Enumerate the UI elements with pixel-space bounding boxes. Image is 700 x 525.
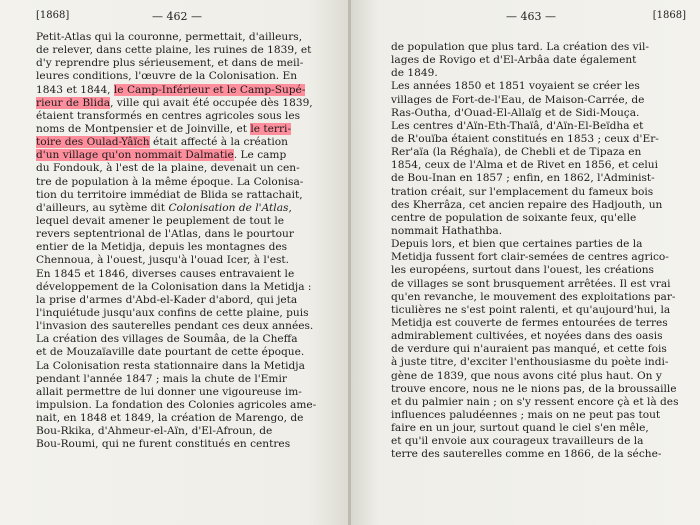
text-line <box>36 57 336 70</box>
text-segment: de verdure qui n'auraient pas manqué, et cette fois <box>391 343 667 356</box>
text-segment: Rer'aïa (la Réghaïa), de Chebli et de Tipaza en <box>391 146 642 159</box>
text-segment: de population que plus tard. La création des vil- <box>391 41 650 53</box>
text-line <box>391 120 687 133</box>
highlighted-text: le Camp-Inférieur et le Camp-Supé- <box>113 83 306 96</box>
text-line <box>391 448 687 461</box>
text-line <box>391 67 687 80</box>
text-line <box>36 412 336 425</box>
text-line <box>391 133 687 146</box>
text-line <box>391 107 687 120</box>
text-line <box>36 307 336 320</box>
text-line <box>36 215 336 228</box>
text-segment: Colonisation de l'Atlas <box>168 201 289 214</box>
text-segment: Metidja fussent fort clair-semées de centres agrico- <box>391 251 669 264</box>
text-line <box>36 346 336 359</box>
left-page-text <box>36 31 336 452</box>
text-segment: était affecté à la création <box>149 136 288 149</box>
text-segment: gène de 1839, que nous avons cité plus haut. On y <box>391 369 662 382</box>
text-line <box>36 176 336 189</box>
text-segment: de Bou-Inan en 1857 ; enfin, en 1862, l'Administ- <box>391 172 655 185</box>
text-segment: les européens, surtout dans l'ouest, les créations <box>391 264 654 277</box>
text-segment: En 1845 et 1846, diverses causes entravaient le <box>36 267 295 280</box>
text-line <box>391 212 687 225</box>
text-line <box>391 396 687 409</box>
text-segment: du Fondouk, à l'est de la plaine, devenait un cen- <box>36 162 300 175</box>
text-segment: de relever, dans cette plaine, les ruines de 1839, et <box>36 44 312 57</box>
text-segment: La Colonisation resta stationnaire dans la Metidja <box>36 359 305 372</box>
text-segment: centre de population de soixante feux, qu'elle <box>391 211 637 224</box>
text-line <box>391 146 687 159</box>
text-segment: l'invasion des sauterelles pendant ces deux années. <box>36 320 314 333</box>
text-segment: Depuis lors, et bien que certaines parties de la <box>391 238 643 251</box>
text-segment: d'ailleurs, au sytème dit <box>36 201 169 214</box>
text-segment: tion du territoire immédiat de Blida se rattachait, <box>36 188 303 201</box>
text-segment: d'y reprendre plus sérieusement, et dans de meil- <box>36 57 304 70</box>
text-line <box>36 70 336 83</box>
text-segment: allait permettre de lui donner une vigoureuse im- <box>36 385 302 398</box>
text-segment: villages de Fort-de-l'Eau, de Maison-Carrée, de <box>391 93 645 106</box>
text-line <box>391 370 687 383</box>
text-segment: tration créait, sur l'emplacement du fameux bois <box>391 185 654 198</box>
text-line <box>36 189 336 202</box>
text-line <box>391 304 687 317</box>
text-line <box>36 31 336 44</box>
text-segment: , <box>288 201 292 214</box>
text-line <box>391 291 687 304</box>
text-line <box>36 333 336 346</box>
text-line <box>36 136 336 149</box>
text-line <box>391 186 687 199</box>
text-line <box>36 241 336 254</box>
text-line <box>391 225 687 238</box>
text-segment: impulsion. La fondation des Colonies agricoles ame- <box>36 398 317 411</box>
right-page-number: — 463 — <box>506 10 556 23</box>
highlighted-text: d'un village qu'on nommait Dalmatie <box>36 149 234 162</box>
text-line <box>36 386 336 399</box>
text-segment: Ras-Outha, d'Ouad-El-Allaïg et de Sidi-Mouça. <box>391 106 640 119</box>
right-year-header: [1868] <box>652 10 686 21</box>
text-segment: Les centres d'Aïn-Eth-Thaïâ, d'Aïn-El-Beïdha et <box>391 119 644 132</box>
text-segment: des Kherrâza, cet ancien repaire des Hadjouth, un <box>391 198 663 211</box>
highlighted-text: le terri- <box>250 122 292 135</box>
text-line <box>36 202 336 215</box>
text-line <box>36 320 336 333</box>
text-line <box>391 54 687 67</box>
text-line <box>391 264 687 277</box>
text-line <box>36 162 336 175</box>
text-segment: Chennoua, à l'ouest, jusqu'à l'ouad Icer, à l'est. <box>36 254 290 267</box>
text-line <box>391 172 687 185</box>
text-line <box>391 330 687 343</box>
text-segment: , ville qui avait été occupée dès 1839, <box>110 96 313 109</box>
text-segment: nommait Hathathba. <box>391 224 503 237</box>
text-segment: nait, en 1848 et 1849, la création de Marengo, de <box>36 412 304 425</box>
text-segment: de R'ouïba étaient constitués en 1853 ; ceux d'Er- <box>391 132 659 145</box>
text-line <box>36 281 336 294</box>
text-segment: Les années 1850 et 1851 voyaient se créer les <box>391 80 640 93</box>
text-line <box>391 238 687 251</box>
text-line <box>391 199 687 212</box>
text-segment: 1843 et 1844, <box>36 83 114 96</box>
text-line <box>391 409 687 422</box>
text-segment: noms de Montpensier et de Joinville, et <box>36 122 251 135</box>
text-segment: à juste titre, d'exciter l'enthousiasme du poète indi- <box>391 356 669 369</box>
text-line <box>36 123 336 136</box>
text-line <box>391 94 687 107</box>
text-line <box>36 110 336 123</box>
text-segment: Petit-Atlas qui la couronne, permettait, d'ailleurs, <box>36 31 303 43</box>
text-segment: entier de la Metidja, depuis les montagnes des <box>36 241 288 254</box>
text-line <box>391 251 687 264</box>
text-line <box>36 399 336 412</box>
text-segment: admirablement cultivées, et noyées dans des oasis <box>391 330 663 343</box>
text-line <box>391 343 687 356</box>
text-line <box>36 268 336 281</box>
text-line <box>391 422 687 435</box>
text-line <box>36 149 336 162</box>
text-line <box>36 44 336 57</box>
text-segment: Bou-Roumi, qui ne furent constitués en centres <box>36 438 291 451</box>
text-segment: faire en un jour, surtout quand le ciel s'en mêle, <box>391 422 649 435</box>
left-page-number: — 462 — <box>152 10 202 23</box>
text-segment: lages de Rovigo et d'El-Arbâa date également <box>391 54 637 67</box>
text-segment: Bou-Rkika, d'Ahmeur-el-Aïn, d'El-Afroun, de <box>36 425 273 438</box>
text-segment: Metidja est couverte de fermes entourées de terres <box>391 316 668 329</box>
text-segment: ticulières ne s'est point ralenti, et qu'aujourd'hui, la <box>391 303 671 316</box>
text-line <box>391 383 687 396</box>
text-segment: tre de population à la même époque. La Colonisa- <box>36 175 304 188</box>
text-line <box>36 84 336 97</box>
text-line <box>36 373 336 386</box>
text-line <box>36 228 336 241</box>
text-segment: de villages se sont brusquement arrêtées. Il est vrai <box>391 277 671 290</box>
text-line <box>36 360 336 373</box>
text-line <box>36 294 336 307</box>
left-year-header: [1868] <box>36 10 70 21</box>
text-segment: et de Mouzaïaville date pourtant de cette époque. <box>36 346 305 359</box>
text-segment: leures conditions, l'œuvre de la Colonisation. En <box>36 70 298 83</box>
text-segment: et qu'il envoie aux courageux travailleurs de la <box>391 435 644 448</box>
text-line <box>36 425 336 438</box>
text-line <box>391 80 687 93</box>
text-line <box>36 97 336 110</box>
text-segment: pendant l'année 1847 ; mais la chute de l'Emir <box>36 372 287 385</box>
text-segment: trouve encore, nous ne le nions pas, de la broussaille <box>391 382 677 395</box>
highlighted-text: toire des Oulad-Yâïch <box>36 136 150 149</box>
text-line <box>36 438 336 451</box>
right-page-text <box>391 41 687 462</box>
text-segment: développement de la Colonisation dans la Metidja : <box>36 280 312 293</box>
text-line <box>391 159 687 172</box>
text-segment: et du palmier nain ; on s'y ressent encore çà et là des <box>391 395 679 408</box>
text-segment: l'inquiétude jusqu'aux confins de cette plaine, puis <box>36 306 309 319</box>
text-segment: La création des villages de Soumâa, de la Cheffa <box>36 333 298 346</box>
text-segment: de 1849. <box>391 67 438 80</box>
text-segment: terre des sauterelles comme en 1866, de la séche- <box>391 448 662 461</box>
text-line <box>391 317 687 330</box>
text-segment: la prise d'armes d'Abd-el-Kader d'abord, qui jeta <box>36 293 298 306</box>
text-line <box>391 278 687 291</box>
text-line <box>391 41 687 54</box>
text-segment: revers septentrional de l'Atlas, dans le pourtour <box>36 228 294 241</box>
text-segment: étaient transformés en centres agricoles sous les <box>36 109 301 122</box>
right-page <box>351 0 700 525</box>
text-segment: qu'en revanche, le mouvement des exploitations par- <box>391 290 676 303</box>
text-segment: . Le camp <box>233 149 287 162</box>
highlighted-text: rieur de Blida <box>36 96 111 109</box>
text-segment: influences paludéennes ; mais on ne peut pas tout <box>391 408 661 421</box>
text-line <box>391 435 687 448</box>
text-segment: 1854, ceux de l'Alma et de Rivet en 1856, et celui <box>391 159 658 172</box>
text-line <box>36 254 336 267</box>
text-segment: lequel devait amener le peuplement de tout le <box>36 214 285 227</box>
text-line <box>391 356 687 369</box>
